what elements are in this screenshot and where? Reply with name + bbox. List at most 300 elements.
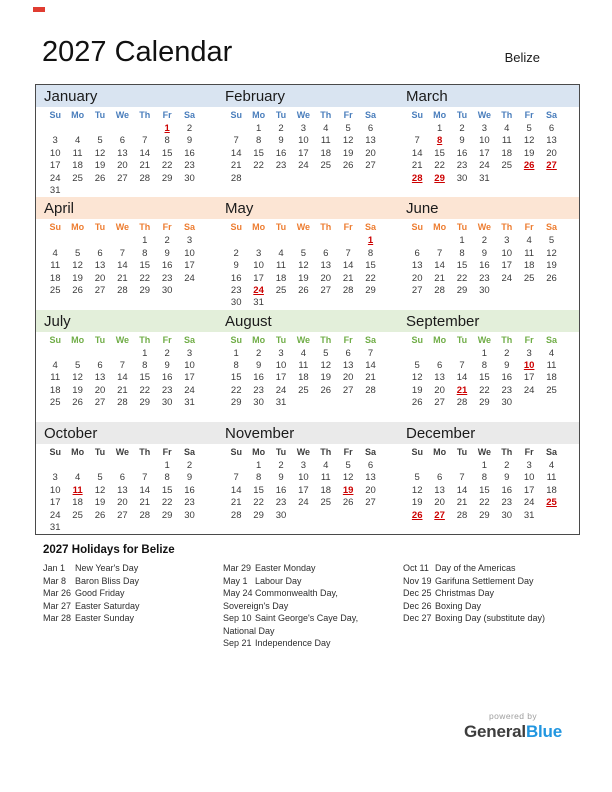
day-cell: 21	[456, 497, 468, 509]
month-bodies-row	[36, 444, 579, 534]
weekday-label: We	[115, 110, 130, 120]
day-cell: 13	[94, 372, 106, 384]
day-cell: 15	[139, 260, 151, 272]
day-cell	[337, 235, 359, 247]
day-cell: 23	[184, 497, 195, 509]
day-cell: 15	[456, 260, 468, 272]
day-cell: 16	[161, 372, 173, 384]
day-cell: 10	[275, 360, 287, 372]
day-cell: 8	[142, 247, 148, 259]
day-cell: 1	[255, 123, 262, 134]
day-cell	[496, 297, 518, 309]
day-cell: 31	[49, 184, 61, 196]
weekday-label: We	[477, 222, 492, 233]
week-row	[44, 185, 217, 197]
weekday-label: Mo	[252, 447, 266, 458]
day-cell	[406, 297, 428, 309]
day-cell	[406, 522, 428, 534]
week-row	[44, 460, 217, 472]
day-cell: 5	[97, 135, 103, 147]
day-cell: 23	[230, 284, 242, 296]
month-grid-april	[36, 219, 217, 309]
month-header-may: May	[217, 197, 398, 219]
day-cell	[111, 410, 133, 422]
day-cell: 22	[434, 160, 445, 172]
day-cell: 4	[74, 472, 81, 484]
holiday-column	[43, 562, 223, 650]
day-cell: 3	[186, 235, 193, 247]
day-cell: 11	[546, 360, 557, 372]
holiday-name: Christmas Day	[435, 588, 495, 598]
day-cell: 25	[49, 397, 61, 409]
day-cell	[337, 522, 359, 534]
week-row	[225, 372, 398, 384]
day-cell: 7	[459, 472, 465, 484]
month-grid-december	[398, 444, 579, 534]
day-cell: 14	[230, 484, 242, 496]
day-cell: 2	[186, 123, 193, 134]
calendar-grid	[35, 84, 580, 535]
day-cell: 14	[139, 484, 151, 496]
holiday-day-cell: 26	[411, 509, 423, 521]
day-cell: 22	[479, 497, 490, 509]
day-cell	[518, 297, 540, 309]
month-header-july: July	[36, 310, 217, 332]
weekday-header-row	[406, 219, 579, 235]
holiday-day-cell: 24	[253, 284, 264, 296]
weekday-label: Th	[501, 447, 513, 458]
day-cell: 6	[323, 247, 329, 259]
holiday-item	[403, 612, 565, 625]
day-cell: 19	[94, 160, 106, 172]
weekday-label: Tu	[456, 334, 468, 345]
day-cell: 7	[142, 135, 148, 147]
week-row	[406, 123, 579, 135]
day-cell: 3	[300, 123, 307, 134]
day-cell: 1	[142, 235, 148, 247]
week-row	[225, 173, 398, 185]
week-row	[225, 360, 398, 372]
day-cell	[111, 123, 133, 135]
day-cell	[270, 410, 292, 422]
day-cell	[496, 285, 518, 297]
day-cell: 19	[72, 384, 83, 396]
day-cell: 27	[411, 284, 423, 296]
day-cell: 30	[501, 397, 513, 409]
week-row	[44, 248, 217, 260]
day-cell: 21	[411, 160, 423, 172]
week-row	[406, 248, 579, 260]
week-row	[44, 123, 217, 135]
day-cell: 8	[255, 135, 262, 147]
day-cell: 30	[161, 397, 173, 409]
day-cell: 5	[323, 347, 329, 359]
day-cell	[134, 522, 156, 534]
week-row	[225, 460, 398, 472]
weekday-label: Mo	[433, 222, 447, 233]
day-cell: 18	[298, 372, 309, 384]
holiday-name: Baron Bliss Day	[75, 575, 140, 586]
holiday-date: Sep 21	[223, 638, 252, 648]
day-cell: 6	[367, 123, 374, 134]
day-cell: 20	[94, 272, 106, 284]
weekday-label: Mo	[252, 334, 266, 345]
day-cell: 26	[342, 160, 354, 172]
weekday-label: Sa	[546, 110, 558, 120]
day-cell	[428, 297, 450, 309]
day-cell: 18	[49, 272, 61, 284]
day-cell	[359, 522, 381, 534]
day-cell	[111, 235, 133, 247]
month-header-october: October	[36, 422, 217, 444]
day-cell	[134, 123, 156, 135]
day-cell: 5	[548, 235, 555, 247]
week-row	[44, 273, 217, 285]
day-cell: 12	[411, 484, 423, 496]
day-cell: 11	[546, 472, 557, 484]
quarter-row-1	[36, 85, 579, 197]
month-grid-october	[36, 444, 217, 534]
day-cell: 13	[94, 260, 106, 272]
day-cell: 18	[320, 147, 332, 159]
day-cell: 12	[72, 372, 83, 384]
day-cell: 11	[320, 135, 331, 147]
week-row	[44, 135, 217, 147]
day-cell	[247, 235, 269, 247]
day-cell: 18	[49, 384, 61, 396]
quarter-row-4	[36, 422, 579, 534]
month-header-december: December	[398, 422, 579, 444]
week-row	[406, 273, 579, 285]
day-cell	[315, 173, 337, 185]
day-cell: 25	[320, 497, 332, 509]
day-cell: 18	[546, 484, 557, 496]
holiday-item	[223, 562, 385, 575]
day-cell: 7	[367, 347, 374, 359]
weekday-header-row	[225, 332, 398, 348]
day-cell: 29	[479, 397, 490, 409]
week-row	[225, 485, 398, 497]
day-cell: 27	[117, 509, 128, 521]
day-cell	[428, 348, 450, 360]
day-cell: 10	[479, 135, 490, 147]
day-cell	[406, 348, 428, 360]
day-cell: 9	[233, 260, 239, 272]
day-cell	[337, 510, 359, 522]
weekday-label: Fr	[162, 334, 172, 345]
week-row	[44, 497, 217, 509]
week-row	[406, 297, 579, 309]
day-cell	[270, 173, 292, 185]
day-cell	[225, 185, 247, 197]
holiday-name: Boxing Day (substitute day)	[435, 613, 546, 623]
day-cell: 25	[275, 284, 287, 296]
day-cell: 16	[161, 260, 173, 272]
day-cell	[451, 410, 473, 422]
day-cell: 12	[72, 260, 83, 272]
day-cell: 31	[275, 397, 287, 409]
day-cell: 5	[345, 123, 351, 134]
day-cell: 22	[253, 160, 264, 172]
day-cell: 25	[501, 160, 513, 172]
day-cell: 30	[479, 284, 490, 296]
day-cell: 4	[300, 347, 307, 359]
day-cell	[359, 410, 381, 422]
day-cell: 2	[278, 123, 284, 134]
weekday-label: Mo	[71, 447, 85, 458]
weekday-label: We	[477, 447, 492, 458]
weekday-label: Fr	[524, 110, 534, 120]
day-cell: 17	[49, 160, 61, 172]
day-cell: 17	[275, 372, 287, 384]
day-cell	[473, 410, 495, 422]
day-cell: 2	[186, 460, 193, 472]
day-cell	[540, 173, 562, 185]
day-cell: 29	[230, 397, 242, 409]
day-cell: 6	[414, 247, 420, 259]
day-cell	[44, 235, 66, 247]
day-cell: 19	[94, 497, 106, 509]
day-cell	[292, 185, 314, 197]
holiday-date: Jan 1	[43, 563, 66, 573]
weekday-label: Sa	[365, 447, 377, 458]
day-cell: 30	[230, 297, 242, 309]
holidays-list	[43, 562, 583, 650]
day-cell: 12	[94, 484, 106, 496]
weekday-label: Tu	[275, 447, 287, 458]
day-cell: 24	[298, 497, 309, 509]
day-cell: 13	[320, 260, 332, 272]
day-cell	[111, 522, 133, 534]
day-cell: 10	[298, 472, 309, 484]
week-row	[225, 385, 398, 397]
day-cell: 9	[255, 360, 262, 372]
holiday-date: Mar 8	[43, 575, 67, 586]
holiday-item	[43, 612, 205, 625]
day-cell: 7	[414, 135, 420, 147]
holiday-name: Garifuna Settlement Day	[435, 575, 534, 586]
day-cell	[540, 410, 562, 422]
weekday-label: Su	[49, 110, 61, 120]
day-cell: 9	[504, 472, 510, 484]
day-cell: 3	[526, 347, 532, 359]
day-cell	[337, 410, 359, 422]
day-cell	[134, 410, 156, 422]
day-cell: 1	[436, 123, 443, 134]
day-cell: 22	[253, 497, 264, 509]
day-cell: 15	[479, 484, 490, 496]
weekday-label: Sa	[184, 110, 196, 120]
day-cell: 9	[164, 360, 170, 372]
day-cell: 19	[523, 147, 535, 159]
day-cell: 1	[481, 347, 488, 359]
day-cell: 2	[504, 347, 510, 359]
day-cell	[496, 522, 518, 534]
day-cell: 21	[434, 272, 445, 284]
day-cell: 4	[504, 123, 510, 134]
day-cell: 7	[119, 360, 126, 372]
day-cell: 6	[436, 472, 443, 484]
holiday-date: Dec 27	[403, 613, 432, 623]
day-cell: 3	[526, 460, 532, 472]
day-cell: 29	[139, 397, 151, 409]
weekday-header-row	[44, 332, 217, 348]
holiday-item	[223, 612, 385, 637]
day-cell	[451, 522, 473, 534]
day-cell: 18	[523, 260, 535, 272]
day-cell: 21	[117, 384, 128, 396]
day-cell: 16	[501, 372, 513, 384]
holiday-item	[223, 587, 385, 612]
day-cell: 22	[139, 384, 151, 396]
day-cell: 11	[50, 372, 61, 384]
day-cell	[540, 185, 562, 197]
weekday-label: We	[115, 447, 130, 458]
week-row	[406, 410, 579, 422]
week-row	[44, 285, 217, 297]
day-cell: 6	[548, 123, 555, 134]
month-grid-november	[217, 444, 398, 534]
week-row	[44, 260, 217, 272]
weekday-label: Th	[501, 334, 513, 345]
day-cell: 23	[501, 384, 513, 396]
day-cell: 15	[139, 372, 151, 384]
day-cell	[406, 235, 428, 247]
day-cell: 18	[72, 160, 83, 172]
day-cell: 18	[320, 484, 332, 496]
day-cell	[66, 297, 88, 309]
weekday-label: Th	[320, 222, 332, 233]
week-row	[225, 273, 398, 285]
day-cell	[111, 185, 133, 197]
day-cell: 6	[119, 135, 126, 147]
day-cell	[406, 410, 428, 422]
day-cell: 15	[253, 484, 264, 496]
weekday-label: Mo	[433, 110, 447, 120]
holiday-date: May 1	[223, 575, 248, 586]
day-cell	[89, 297, 111, 309]
day-cell: 7	[119, 247, 126, 259]
day-cell	[89, 235, 111, 247]
day-cell: 15	[161, 484, 173, 496]
day-cell	[89, 460, 111, 472]
day-cell: 18	[275, 272, 287, 284]
month-header-march: March	[398, 85, 579, 107]
day-cell: 5	[414, 360, 420, 372]
weekday-label: Fr	[162, 222, 172, 233]
holiday-item	[403, 562, 565, 575]
day-cell: 14	[411, 147, 423, 159]
day-cell: 3	[504, 235, 510, 247]
month-header-february: February	[217, 85, 398, 107]
holiday-name: Independence Day	[255, 638, 331, 648]
day-cell: 7	[436, 247, 443, 259]
weekday-header-row	[44, 107, 217, 123]
day-cell	[406, 185, 428, 197]
holiday-date: Oct 11	[403, 563, 429, 573]
day-cell	[66, 410, 88, 422]
holiday-date: Dec 26	[403, 600, 432, 611]
day-cell	[178, 297, 200, 309]
month-header-september: September	[398, 310, 579, 332]
day-cell: 30	[501, 509, 513, 521]
month-grid-february	[217, 107, 398, 197]
day-cell	[473, 297, 495, 309]
day-cell: 17	[298, 484, 309, 496]
weekday-label: We	[296, 334, 311, 345]
month-bodies-row	[36, 219, 579, 309]
month-bodies-row	[36, 332, 579, 422]
holiday-date: Mar 26	[43, 588, 72, 598]
day-cell: 8	[142, 360, 148, 372]
day-cell: 23	[275, 160, 287, 172]
holiday-item	[43, 575, 205, 588]
brand-primary-text: General	[464, 722, 526, 741]
day-cell	[359, 173, 381, 185]
weekday-label: Sa	[365, 222, 377, 233]
day-cell: 8	[255, 472, 262, 484]
day-cell: 1	[255, 460, 262, 472]
weekday-header-row	[44, 444, 217, 460]
corner-mark	[33, 7, 45, 12]
day-cell: 21	[139, 160, 151, 172]
day-cell	[134, 185, 156, 197]
day-cell	[178, 522, 200, 534]
day-cell: 12	[320, 360, 332, 372]
holiday-day-cell: 26	[523, 160, 535, 172]
day-cell: 2	[278, 460, 284, 472]
day-cell: 7	[233, 135, 239, 147]
day-cell: 5	[74, 247, 81, 259]
day-cell: 27	[117, 172, 128, 184]
holiday-name: Commonwealth Day, Sovereign's Day	[223, 588, 338, 611]
weekday-label: Mo	[71, 334, 85, 345]
day-cell: 20	[546, 147, 557, 159]
day-cell: 16	[479, 260, 490, 272]
holiday-column	[403, 562, 583, 650]
day-cell: 21	[139, 497, 151, 509]
day-cell	[315, 185, 337, 197]
day-cell: 28	[230, 172, 242, 184]
day-cell: 21	[230, 497, 242, 509]
day-cell: 11	[298, 360, 309, 372]
weekday-label: Su	[49, 447, 61, 458]
weekday-header-row	[225, 219, 398, 235]
week-row	[44, 235, 217, 247]
holiday-name: Saint George's Caye Day, National Day	[223, 613, 359, 636]
month-header-august: August	[217, 310, 398, 332]
day-cell: 6	[345, 347, 351, 359]
weekday-label: Tu	[94, 222, 106, 233]
weekday-label: Sa	[546, 447, 558, 458]
day-cell	[178, 285, 200, 297]
day-cell: 27	[365, 497, 376, 509]
holidays-title: 2027 Holidays for Belize	[43, 544, 175, 556]
day-cell: 8	[459, 247, 465, 259]
week-row	[44, 397, 217, 409]
day-cell	[89, 123, 111, 135]
day-cell: 9	[186, 472, 193, 484]
day-cell	[540, 510, 562, 522]
week-row	[406, 372, 579, 384]
weekday-label: Fr	[162, 110, 172, 120]
day-cell: 24	[184, 384, 195, 396]
day-cell: 7	[459, 360, 465, 372]
day-cell: 28	[139, 172, 151, 184]
day-cell	[540, 285, 562, 297]
day-cell	[178, 410, 200, 422]
day-cell: 25	[320, 160, 332, 172]
